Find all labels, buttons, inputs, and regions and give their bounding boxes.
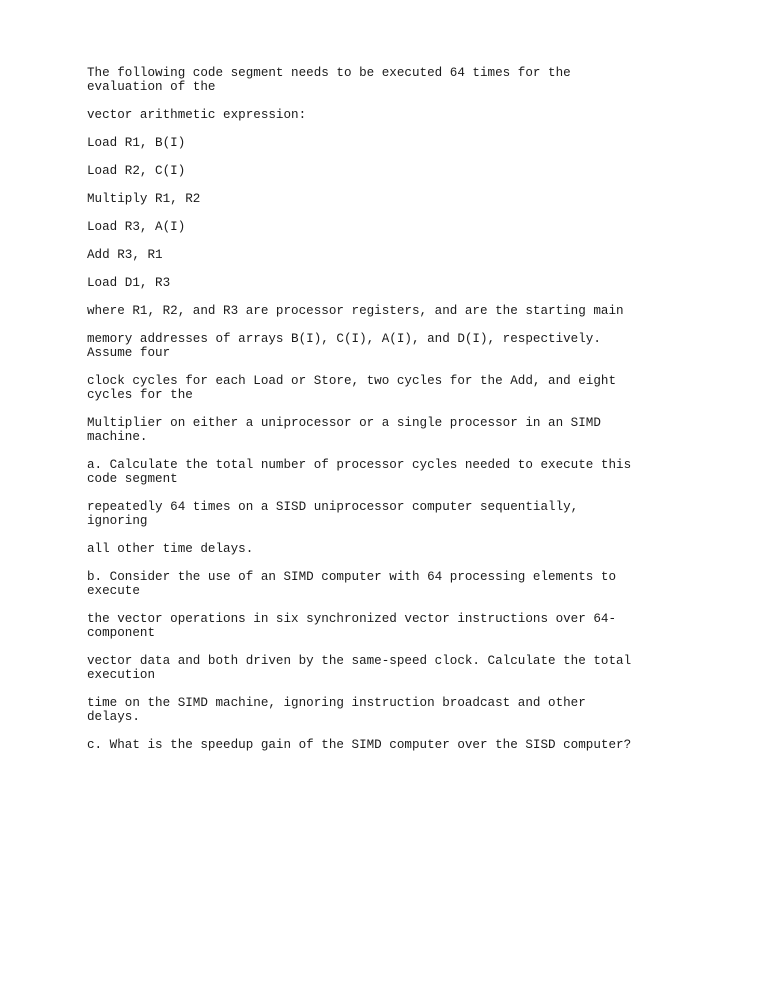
question-a-part2: repeatedly 64 times on a SISD uniprocessor computer sequentially, ignoring bbox=[87, 500, 579, 528]
question-b-part2: the vector operations in six synchronized vector instructions over 64- component bbox=[87, 612, 617, 640]
question-c: c. What is the speedup gain of the SIMD computer over the SISD computer? bbox=[87, 738, 632, 752]
question-b-part3: vector data and both driven by the same-speed clock. Calculate the total execution bbox=[87, 654, 632, 682]
code-line-multiply: Multiply R1, R2 bbox=[87, 192, 201, 206]
code-line-load-r1: Load R1, B(I) bbox=[87, 136, 186, 150]
code-line-load-r3: Load R3, A(I) bbox=[87, 220, 186, 234]
code-line-load-d1: Load D1, R3 bbox=[87, 276, 171, 290]
question-b-part4: time on the SIMD machine, ignoring instruction broadcast and other delays. bbox=[87, 696, 586, 724]
code-line-load-r2: Load R2, C(I) bbox=[87, 164, 186, 178]
memory-addresses-description: memory addresses of arrays B(I), C(I), A(I), and D(I), respectively. Assume four bbox=[87, 332, 601, 360]
expression-label: vector arithmetic expression: bbox=[87, 108, 307, 122]
problem-intro: The following code segment needs to be executed 64 times for the evaluation of the bbox=[87, 66, 571, 94]
registers-description: where R1, R2, and R3 are processor registers, and are the starting main bbox=[87, 304, 624, 318]
code-line-add: Add R3, R1 bbox=[87, 248, 163, 262]
question-a-part1: a. Calculate the total number of processor cycles needed to execute this code segment bbox=[87, 458, 632, 486]
question-a-part3: all other time delays. bbox=[87, 542, 254, 556]
question-b-part1: b. Consider the use of an SIMD computer with 64 processing elements to execute bbox=[87, 570, 617, 598]
clock-cycles-description: clock cycles for each Load or Store, two cycles for the Add, and eight cycles for the bbox=[87, 374, 617, 402]
multiplier-description: Multiplier on either a uniprocessor or a single processor in an SIMD machine. bbox=[87, 416, 601, 444]
document-body bbox=[87, 66, 687, 766]
